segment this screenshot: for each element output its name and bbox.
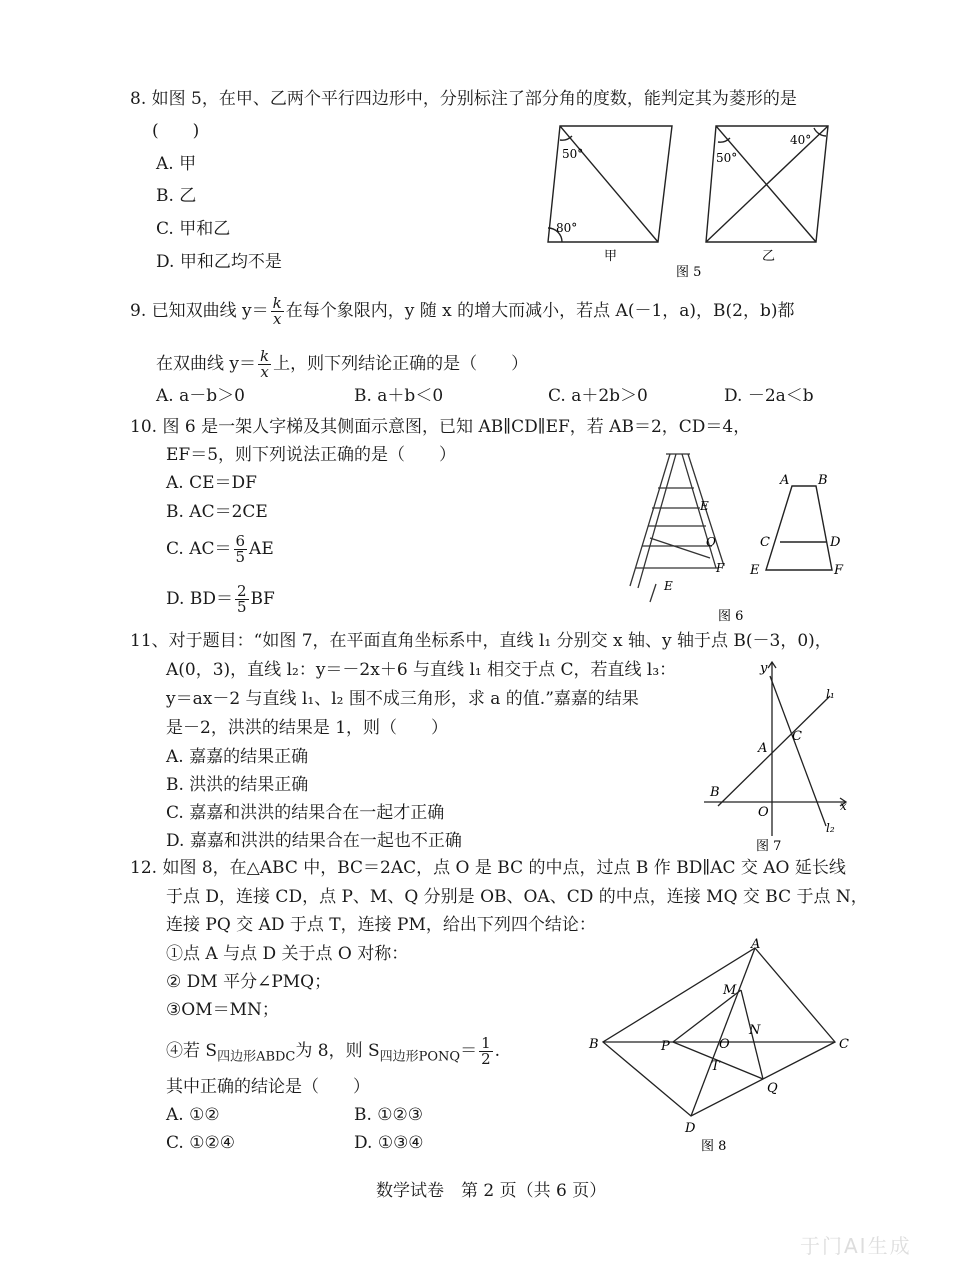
q9-option-d: D. －2a＜b [724, 386, 814, 406]
figure-7-caption: 图 7 [756, 839, 782, 854]
q9-option-b: B. a＋b＜0 [354, 386, 444, 406]
fig8-label-m: M [723, 983, 737, 998]
trap-label-b: B [818, 473, 828, 488]
page-footer: 数学试卷 第 2 页（共 6 页） [376, 1181, 607, 1201]
q10-option-d: D. BD＝ $\frac{2}{5}$ BF [166, 582, 275, 616]
q9-option-c: C. a＋2b＞0 [548, 386, 648, 406]
q12-option-d: D. ①③④ [354, 1133, 424, 1153]
figure-5-caption: 图 5 [676, 265, 702, 280]
geometry-figure-8 [603, 948, 835, 1116]
trap-label-d: D [830, 535, 841, 550]
ladder-drawing [630, 454, 724, 602]
q10-line1: 10. 图 6 是一架人字梯及其侧面示意图，已知 AB∥CD∥EF，若 AB＝2，CD＝4， [130, 417, 751, 437]
q12-line3: 连接 PQ 交 AD 于点 T，连接 PM，给出下列四个结论： [166, 915, 596, 935]
trap-label-a: A [780, 473, 790, 488]
line-label-l2: l₂ [826, 821, 835, 835]
q11-option-a: A. 嘉嘉的结果正确 [166, 747, 309, 767]
trapezoid-side-view [766, 486, 832, 570]
q12-conclusion-4: ④若 $S_{四边形ABDC}$为 8，则 $S_{四边形PONQ}=$ $\frac{1}{2}$ . [166, 1034, 501, 1068]
q9-line2: 在双曲线 y＝ $\frac{k}{x}$ 上，则下列结论正确的是（ ） [156, 347, 529, 381]
q9-line1: 9. 已知双曲线 y＝ $\frac{k}{x}$ 在每个象限内，y 随 x 的增大而减小，若点 A(－1，a)，B(2，b)都 [130, 294, 795, 328]
figure-6-caption: 图 6 [718, 609, 744, 624]
q10-option-c: C. AC＝ $\frac{6}{5}$ AE [166, 532, 274, 566]
point-label-a: A [758, 741, 768, 756]
trap-label-c: C [760, 535, 770, 550]
point-label-c: C [792, 729, 802, 744]
ladder-label-e2: E [664, 579, 673, 593]
q11-line4: 是－2，洪洪的结果是 1，则（ ） [166, 718, 449, 738]
figure-8-caption: 图 8 [701, 1139, 727, 1154]
q8-option-a: A. 甲 [156, 154, 197, 174]
q11-option-d: D. 嘉嘉和洪洪的结果合在一起也不正确 [166, 831, 462, 851]
q12-option-a: A. ①② [166, 1105, 220, 1125]
trap-label-e: E [750, 563, 760, 578]
angle-label-yi-right: 40° [790, 133, 812, 147]
fig8-label-c: C [839, 1037, 849, 1052]
q12-option-c: C. ①②④ [166, 1133, 235, 1153]
q12-conclusion-3: ③OM＝MN； [166, 1000, 279, 1020]
q10-option-a: A. CE＝DF [166, 473, 257, 493]
fig8-label-t: T [711, 1059, 720, 1074]
figure-5 [540, 120, 860, 290]
q11-line3: y＝ax－2 与直线 l₁、l₂ 围不成三角形，求 a 的值.”嘉嘉的结果 [166, 689, 639, 709]
trap-label-f: F [834, 563, 844, 578]
angle-label-jia-bottom: 80° [556, 221, 578, 235]
q8-option-c: C. 甲和乙 [156, 219, 231, 239]
q9-option-a: A. a－b＞0 [156, 386, 245, 406]
fig8-label-p: P [661, 1039, 670, 1054]
q10-option-b: B. AC＝2CE [166, 502, 268, 522]
q12-line1: 12. 如图 8，在△ABC 中，BC＝2AC，点 O 是 BC 的中点，过点 B 作 BD∥AC 交 AO 延长线 [130, 858, 846, 878]
watermark: 于门AI生成 [800, 1234, 912, 1258]
q12-option-b: B. ①②③ [354, 1105, 424, 1125]
q8-stem: 8. 如图 5，在甲、乙两个平行四边形中，分别标注了部分角的度数，能判定其为菱形的是 [130, 89, 797, 109]
q11-option-b: B. 洪洪的结果正确 [166, 775, 309, 795]
q12-line2: 于点 D，连接 CD，点 P、M、Q 分别是 OB、OA、CD 的中点，连接 MQ 交 BC 于点 N， [166, 887, 868, 907]
fig8-label-n: N [749, 1023, 761, 1038]
q8-option-b: B. 乙 [156, 186, 197, 206]
q11-line1: 11、对于题目：“如图 7，在平面直角坐标系中，直线 l₁ 分别交 x 轴、y 轴于点 B(－3，0)， [130, 631, 832, 651]
point-label-o: O [758, 805, 769, 820]
figure-8 [585, 938, 855, 1158]
label-yi: 乙 [762, 249, 776, 264]
angle-label-jia-top: 50° [562, 147, 584, 161]
fig8-label-d: D [685, 1121, 696, 1136]
fig8-label-b: B [589, 1037, 599, 1052]
q12-conclusion-1: ①点 A 与点 D 关于点 O 对称： [166, 944, 409, 964]
axis-label-y: y [760, 661, 768, 676]
q8-answer-paren: ( ) [152, 121, 200, 141]
point-label-b: B [710, 785, 720, 800]
ladder-label-f: F [716, 561, 725, 575]
axis-label-x: x [840, 799, 847, 813]
q12-conclusion-2: ② DM 平分∠PMQ； [166, 972, 332, 992]
label-jia: 甲 [604, 249, 618, 264]
q11-option-c: C. 嘉嘉和洪洪的结果合在一起才正确 [166, 803, 445, 823]
figure-6 [620, 448, 860, 626]
ladder-label-e: E [700, 499, 709, 513]
ladder-label-o: O [706, 535, 716, 549]
lines-l1-l2 [718, 676, 830, 826]
q11-line2: A(0，3)，直线 l₂：y＝－2x＋6 与直线 l₁ 相交于点 C，若直线 l₃： [166, 660, 677, 680]
fig8-label-o: O [719, 1037, 730, 1052]
fig8-label-a: A [751, 937, 761, 952]
fig8-label-q: Q [767, 1081, 778, 1096]
q12-question: 其中正确的结论是（ ） [166, 1077, 370, 1097]
figure-7 [700, 656, 860, 856]
angle-label-yi-left: 50° [716, 151, 738, 165]
q8-option-d: D. 甲和乙均不是 [156, 252, 282, 272]
q10-line2: EF＝5，则下列说法正确的是（ ） [166, 445, 457, 465]
line-label-l1: l₁ [826, 687, 835, 701]
